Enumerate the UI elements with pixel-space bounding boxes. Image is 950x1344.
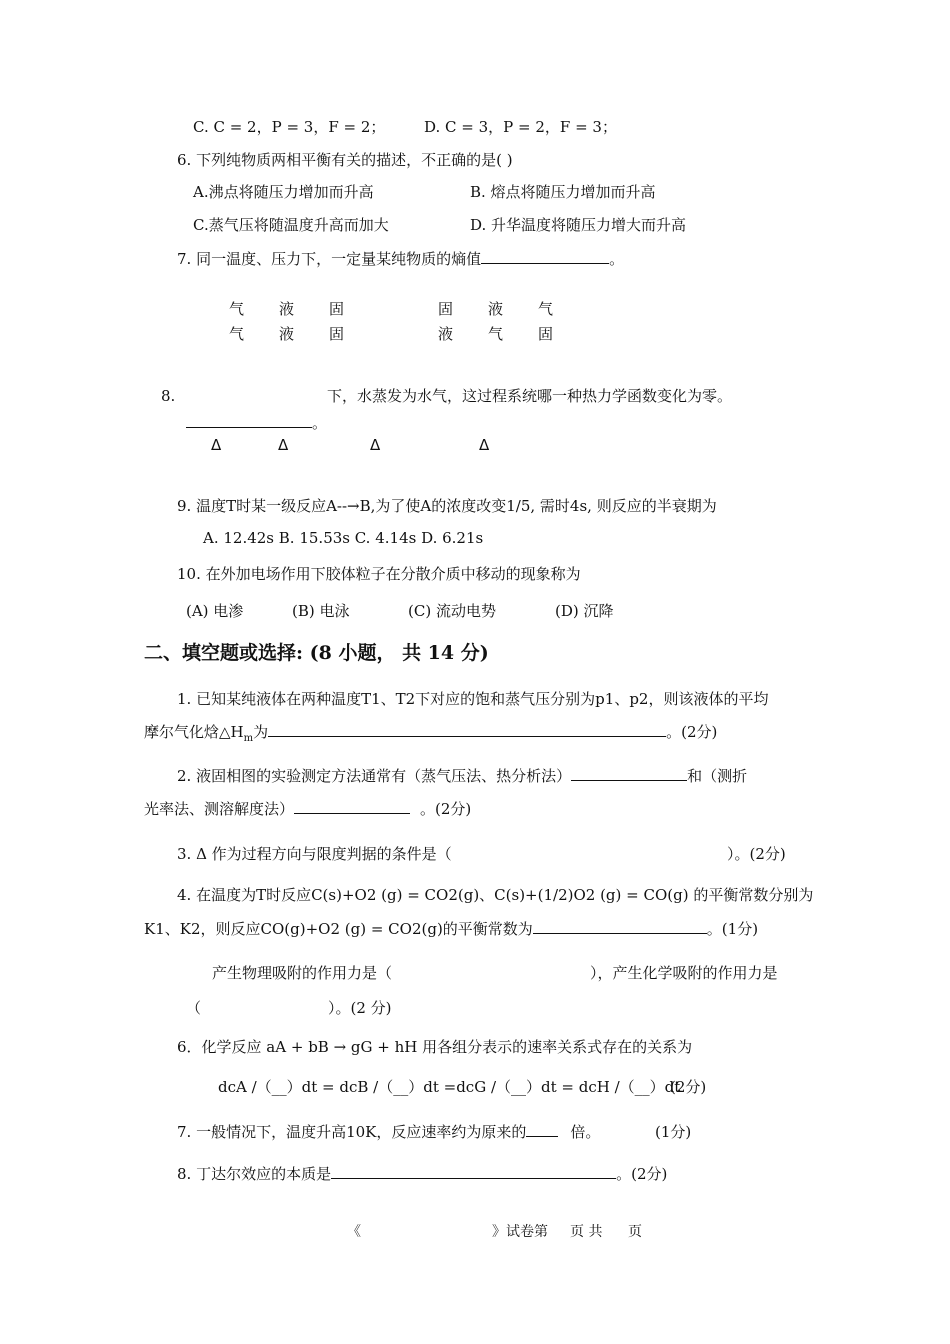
p2-q2-blank1[interactable]: [571, 766, 687, 781]
p2-q2-line2: [144, 799, 471, 819]
p2-q7-score: (1分): [655, 1123, 692, 1141]
p2-q1-text: 摩尔气化焓△H: [144, 723, 244, 741]
q7-end: 。: [609, 250, 625, 268]
q6-option-a: A.沸点将随压力增加而升高: [193, 183, 374, 201]
q8-stem: 下，水蒸发为水气，这过程系统哪一种热力学函数变化为零。: [327, 387, 733, 405]
p2-q1-line2: [144, 722, 717, 749]
q7-word: 液: [279, 325, 295, 343]
p2-q8-end: 。(2分): [616, 1165, 668, 1183]
p2-q1-sub: m: [243, 733, 254, 744]
footer-end: 页: [628, 1224, 642, 1240]
q7-row1-right: [438, 299, 553, 319]
q7-word: 气: [229, 325, 245, 343]
q8-delta-b: Δ: [278, 436, 289, 454]
q9-options: A. 12.42s B. 15.53s C. 4.14s D. 6.21s: [203, 529, 484, 547]
q6-option-c: C.蒸气压将随温度升高而加大: [193, 216, 389, 234]
q7-row1-left: [229, 299, 344, 319]
p2-q3-a: 3. Δ 作为过程方向与限度判据的条件是（: [177, 845, 452, 863]
q7-word: 液: [488, 300, 504, 318]
q7-stem-text: 7. 同一温度、压力下，一定量某纯物质的熵值: [177, 250, 482, 268]
p2-q1-blank[interactable]: [268, 722, 666, 737]
q7-word: 液: [279, 300, 295, 318]
q7-word: 液: [438, 325, 454, 343]
q7-row2-right: [438, 324, 553, 344]
q8-delta-d: Δ: [479, 436, 490, 454]
p2-q1-line1: 1. 已知某纯液体在两种温度T1、T2下对应的饱和蒸气压分别为p1、p2，则该液体的平均: [177, 690, 769, 708]
q7-word: 固: [329, 300, 345, 318]
p2-q2-text: 2. 液固相图的实验测定方法通常有（蒸气压法、热分析法）: [177, 767, 572, 785]
p2-q8-text: 8. 丁达尔效应的本质是: [177, 1165, 332, 1183]
p2-q2-text3: 光率法、测溶解度法）: [144, 800, 295, 818]
q5-option-c: C. C = 2，P = 3，F = 2；: [193, 118, 386, 136]
q10-option-b: (B) 电泳: [292, 602, 350, 620]
q6-option-d: D. 升华温度将随压力增大而升高: [470, 216, 687, 234]
p2-q3-b: ）。(2分): [727, 845, 786, 863]
q7-word: 气: [229, 300, 245, 318]
q10-stem: 10. 在外加电场作用下胶体粒子在分散介质中移动的现象称为: [177, 565, 581, 583]
p2-q6-score: (2分): [670, 1078, 707, 1096]
q7-word: 固: [438, 300, 454, 318]
p2-q5-line1a: 产生物理吸附的作用力是（: [212, 964, 393, 982]
q8-answer-line: [186, 413, 327, 433]
p2-q5-line2b: ）。(2 分): [328, 999, 392, 1017]
p2-q2-line1: [177, 766, 747, 786]
p2-q5-line1b: ），产生化学吸附的作用力是: [590, 964, 778, 982]
p2-q7-end: 倍。: [570, 1123, 601, 1141]
q7-word: 固: [538, 325, 554, 343]
q7-word: 气: [538, 300, 554, 318]
q6-stem: 6. 下列纯物质两相平衡有关的描述，不正确的是( ): [177, 151, 513, 169]
q7-stem: [177, 249, 624, 269]
q8-number: 8.: [161, 387, 176, 405]
q10-option-d: (D) 沉降: [555, 602, 614, 620]
p2-q8: [177, 1164, 667, 1184]
q5-option-d: D. C = 3，P = 2，F = 3；: [424, 118, 617, 136]
q7-row2-left: [229, 324, 344, 344]
p2-q2-text2: 和（测折: [687, 767, 748, 785]
p2-q1-end: 。(2分): [666, 723, 718, 741]
p2-q4-line2: [144, 919, 758, 939]
q8-delta-a: Δ: [211, 436, 222, 454]
p2-q5-line2a: （: [186, 999, 202, 1017]
p2-q2-blank2[interactable]: [294, 799, 410, 814]
p2-q2-end: 。(2分): [420, 800, 472, 818]
p2-q4-text: K1、K2，则反应CO(g)+O2 (g) = CO2(g)的平衡常数为: [144, 920, 533, 938]
section-heading: 二、填空题或选择: (8 小题， 共 14 分): [144, 642, 489, 664]
footer-exam: 》试卷第: [492, 1224, 548, 1240]
q6-option-b: B. 熔点将随压力增加而升高: [470, 183, 656, 201]
footer-page: 页 共: [570, 1224, 603, 1240]
p2-q4-line1: 4. 在温度为T时反应C(s)+O2 (g) = CO2(g)、C(s)+(1/2)O2 (g) = CO(g) 的平衡常数分别为: [177, 886, 814, 904]
q10-option-a: (A) 电渗: [186, 602, 244, 620]
q9-stem: 9. 温度T时某一级反应A--→B,为了使A的浓度改变1/5, 需时4s, 则反应的半衰期为: [177, 497, 717, 515]
p2-q6-stem: 6．化学反应 aA + bB → gG + hH 用各组分表示的速率关系式存在的关系为: [177, 1038, 693, 1056]
p2-q7: [177, 1122, 600, 1142]
p2-q1-text2: 为: [253, 723, 269, 741]
p2-q6-relation: dcA /（__）dt = dcB /（__）dt =dcG /（__）dt = dcH /（__）dt: [218, 1078, 681, 1096]
footer-left: 《: [347, 1224, 361, 1240]
q7-word: 气: [488, 325, 504, 343]
q10-option-c: (C) 流动电势: [408, 602, 496, 620]
p2-q7-text: 7. 一般情况下，温度升高10K，反应速率约为原来的: [177, 1123, 527, 1141]
q8-answer-blank[interactable]: [186, 413, 312, 428]
q8-delta-c: Δ: [370, 436, 381, 454]
q7-answer-blank[interactable]: [481, 249, 609, 264]
q8-end: 。: [312, 414, 328, 432]
q7-word: 固: [329, 325, 345, 343]
p2-q7-blank[interactable]: [526, 1122, 558, 1137]
p2-q4-blank[interactable]: [533, 919, 707, 934]
p2-q8-blank[interactable]: [331, 1164, 616, 1179]
p2-q4-end: 。(1分): [706, 920, 759, 938]
